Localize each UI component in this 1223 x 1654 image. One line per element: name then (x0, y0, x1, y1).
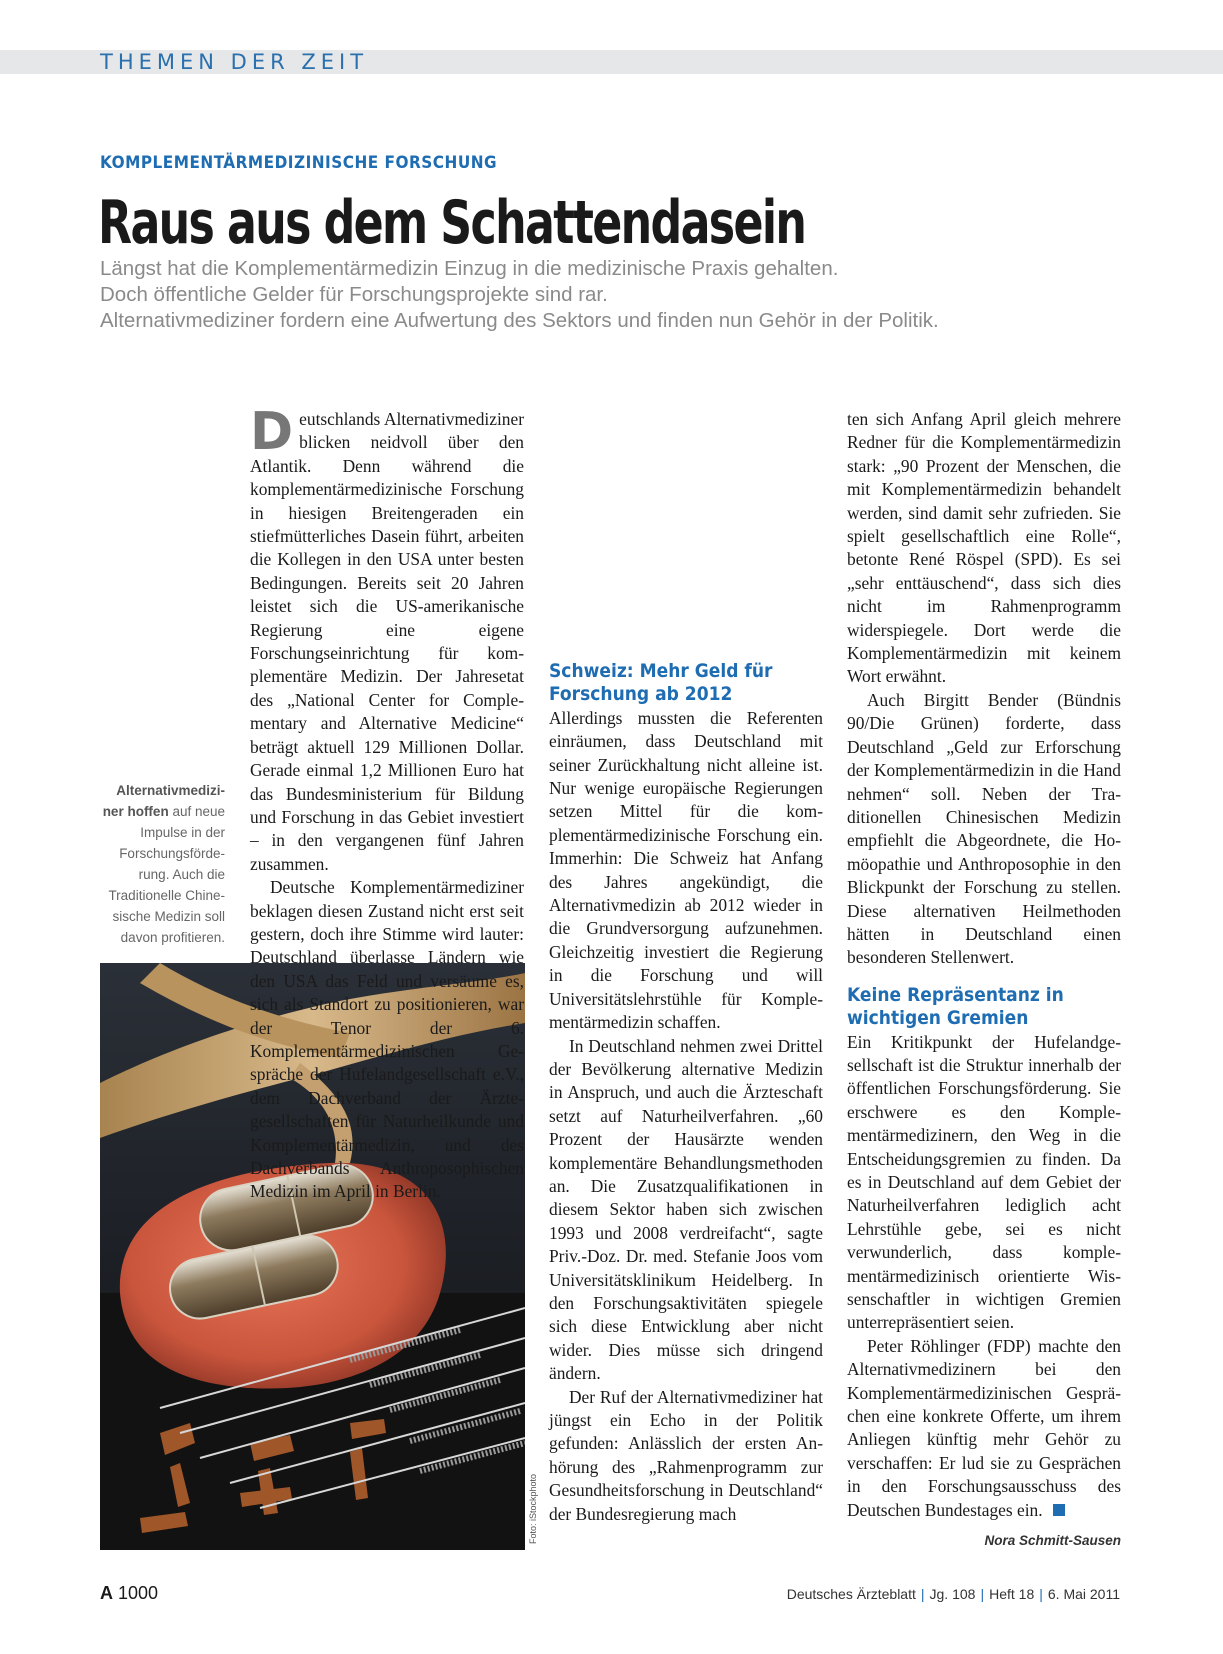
journal-volume: Jg. 108 (929, 1586, 976, 1602)
page-number-value: 1000 (118, 1583, 159, 1603)
lead-line: Doch öffentliche Gelder für Forschungsprojekte sind rar. (100, 283, 608, 306)
paragraph: ten sich Anfang April gleich mehrere Redner für die Komplementärmedizin stark: „90 Prozent der Menschen, die mit Komplementärmedizin behandelt werden, sind damit sehr zufrieden. Sie spielt gesellschaftlich eine Rolle“, betonte René Röspel (SPD). Es sei „sehr enttäuschend“, dass sich dies nicht im Rahmenprogramm widerspiegele. Dort werde die Komplementärmedizin mit keinem Wort erwähnt. (847, 409, 1121, 687)
page-number (100, 1583, 158, 1604)
caption-bold: Alternativmediziner hoffen (102, 783, 225, 819)
page-prefix: A (100, 1583, 113, 1603)
text-column-3 (847, 408, 1121, 1522)
end-mark-icon (1053, 1504, 1065, 1516)
photo-credit: Foto: iStockphoto (528, 1473, 538, 1544)
paragraph: Allerdings mussten die Referenten einräumen, dass Deutschland mit seiner Zurückhaltung nicht alleine ist. Nur wenige europäische Regierungen setzen Mittel für die komplementärmedizinische Forschung ein. Immerhin: Die Schweiz hat Anfang des Jahres angekündigt, die Alternativmedizin ab 2012 wieder in die Grundversorgung aufzunehmen. Gleichzeitig investiert die Regierung in die Forschung und will Universitätslehrstühle für Komplementärmedizin schaffen. (549, 707, 823, 1033)
article-kicker: KOMPLEMENTÄRMEDIZINISCHE FORSCHUNG (100, 153, 498, 173)
journal-issue: Heft 18 (989, 1586, 1035, 1602)
paragraph-text: Peter Röhlinger (FDP) machte den Alternativmedizinern bei den Komplementärmedizinischen Gesprächen eine konkrete Offerte, um ihrem Anliegen künftig mehr Gehör zu verschaffen: Er lud sie zu Gesprächen in den Forschungsausschuss des Deutschen Bundestages ein. (847, 1335, 1121, 1520)
text-column-1 (250, 402, 524, 1204)
paragraph: Ein Kritikpunkt der Hufelandgesellschaft ist die Struktur innerhalb der öffentlichen Forschungsförderung. Sie erschwere es den Komplementärmedizinern, den Weg in die Entscheidungsgremien zu finden. Da es in Deutschland auf dem Gebiet der Naturheilverfahren lediglich acht Lehrstühle gebe, sei es nicht verwunderlich, dass komplementärmedizinisch orientierte Wissenschaftler in wichtigen Gremien unterrepräsentiert seien. (847, 1031, 1121, 1333)
photo-caption (100, 780, 225, 948)
text-column-2 (549, 660, 823, 1526)
author-byline: Nora Schmitt-Sausen (984, 1533, 1121, 1548)
section-label: THEMEN DER ZEIT (100, 50, 369, 74)
journal-footer: Deutsches Ärzteblatt | Jg. 108 | Heft 18 | 6. Mai 2011 (786, 1586, 1120, 1602)
paragraph-text: eutschlands Alternativmediziner blicken neidvoll über den Atlantik. Denn während die komplementärmedizinische Forschung in hiesigen Breitengeraden ein stiefmütterliches Dasein führt, arbeiten die Kollegen in den USA unter besten Bedingungen. Bereits seit 20 Jahren leistet sich die US-amerikanische Regierung eine eigene Forschungseinrichtung für komplementäre Medizin. Der Jahresetat des „National Center for Complementary and Alternative Medicine“ beträgt aktuell 129 Millionen Dollar. Gerade einmal 1,2 Millionen Euro hat das Bundesministerium für Bildung und Forschung in das Gebiet investiert – in den vergangenen fünf Jahren zusammen. (250, 409, 524, 874)
subheading: Keine Repräsentanz in wichtigen Gremien (847, 983, 1064, 1030)
article-headline: Raus aus dem Schattendasein (98, 188, 806, 258)
lead-line: Längst hat die Komplementärmedizin Einzug in die medizinische Praxis gehalten. (100, 257, 839, 280)
paragraph: Auch Birgitt Bender (Bündnis 90/Die Grünen) forderte, dass Deutschland „Geld zur Erforschung der Komplementärmedizin in die Hand nehmen“ soll. Neben der Traditionellen Chinesischen Medizin empfiehlt die Abgeordnete, die Homöopathie und Anthroposophie in den Blickpunkt der Forschung zu stellen. Diese alternativen Heilmethoden hätten in Deutschland einen besonderen Stellenwert. (847, 689, 1121, 968)
subheading: Schweiz: Mehr Geld für Forschung ab 2012 (549, 660, 773, 706)
paragraph: Der Ruf der Alternativmediziner hat jüngst ein Echo in der Politik gefunden: Anlässlich der ersten Anhörung des „Rahmenprogramm zur Gesundheitsforschung in Deutschland“ der Bundesregierung mach (549, 1386, 823, 1524)
journal-name: Deutsches Ärzteblatt (786, 1586, 916, 1602)
paragraph: In Deutschland nehmen zwei Drittel der Bevölkerung alternative Medizin in Anspruch, und auch die Ärzteschaft setzt auf Naturheilverfahren. „60 Prozent der Hausärzte wenden komplementäre Behandlungsmethoden an. Die Zusatzqualifikationen in diesem Sektor haben sich zwischen 1993 und 2008 verdreifacht“, sagte Priv.-Doz. Dr. med. Stefanie Joos vom Universitätsklinikum Heidelberg. In den Forschungsaktivitäten spiegele sich diese Entwicklung aber nicht wider. Dies müsse sich dringend ändern. (549, 1035, 823, 1384)
lead-line: Alternativmediziner fordern eine Aufwertung des Sektors und finden nun Gehör in der Politik. (100, 309, 939, 332)
drop-cap: D (250, 402, 294, 462)
caption-text: auf neue Impulse in der Forschungsförderung. Auch die Traditionelle Chinesische Medizin soll davon profitieren. (108, 804, 225, 945)
journal-date: 6. Mai 2011 (1047, 1586, 1120, 1602)
paragraph: Deutsche Komplementärmediziner beklagen diesen Zustand nicht erst seit gestern, doch ihre Stimme wird lauter: Deutschland überlasse Ländern wie den USA das Feld und versäume es, sich als Standort zu positionieren, war der Tenor der 6. Komplementärmedizinischen Gespräche der Hufelandgesellschaft e.V., dem Dachverband der Ärztegesellschaften für Naturheilkunde und Komplementärmedizin, und des Dachverbands Anthroposophischen Medizin im April in Berlin. (250, 877, 524, 1202)
paragraph (847, 1335, 1121, 1522)
paragraph (250, 402, 524, 876)
